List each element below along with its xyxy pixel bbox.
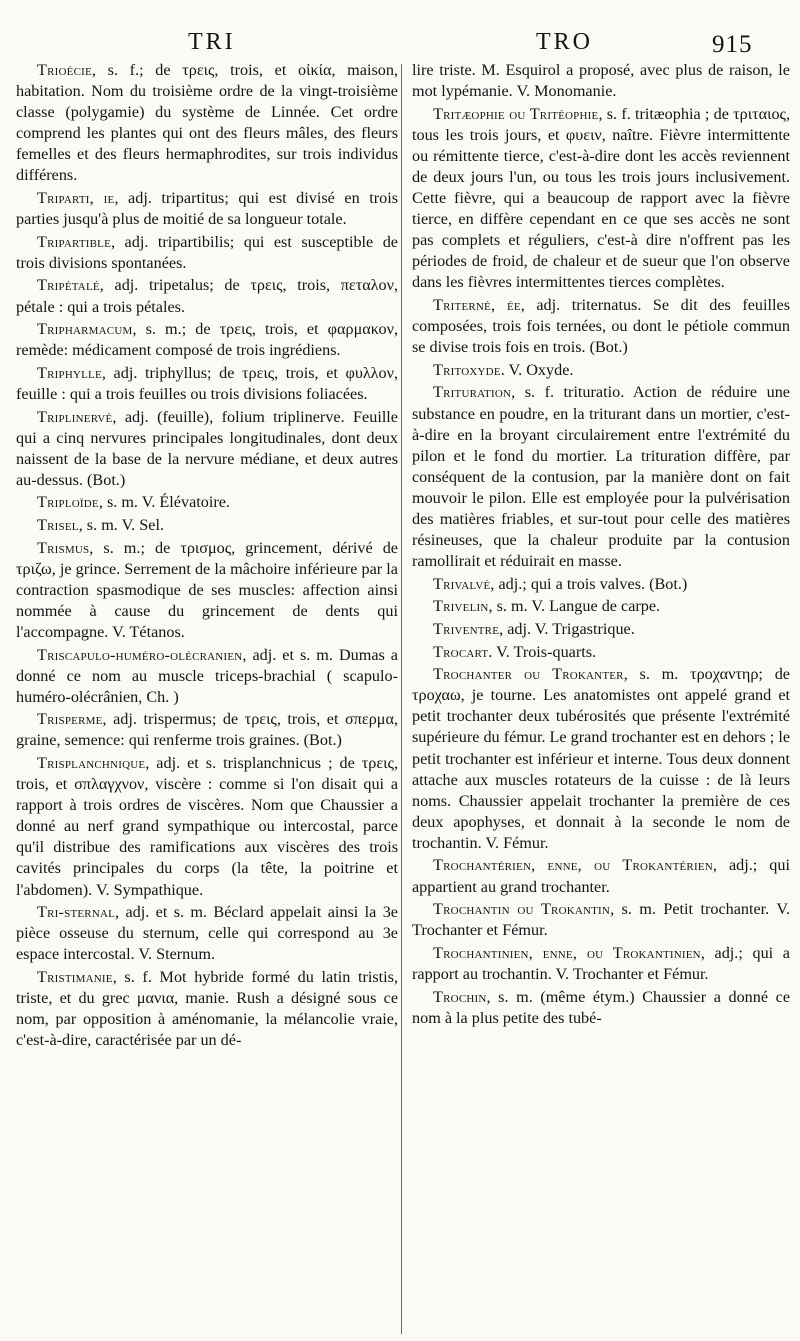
dictionary-entry (16, 709, 398, 751)
entry-headword: Trochantinien, enne, ou Trokantinien (433, 943, 701, 962)
entry-text: , adj. tripartibilis; qui est susceptible de trois divisions spontanées. (16, 232, 398, 272)
running-head-left: TRI (188, 29, 236, 55)
dictionary-entry (16, 492, 398, 513)
dictionary-entry (412, 642, 790, 663)
entry-headword: Tritoxyde (433, 360, 501, 379)
dictionary-entry (16, 319, 398, 361)
column-divider (401, 64, 402, 1334)
entry-headword: Tristimanie (37, 967, 113, 986)
running-head (0, 6, 800, 64)
entry-headword: Triplinervé (37, 407, 113, 426)
entry-text: , adj. tripartitus; qui est divisé en trois parties jusqu'à plus de moitié de sa longueur totale. (16, 189, 399, 229)
entry-text: , adj. tripetalus; de τρεις, trois, πεταλον, pétale : qui a trois pétales. (16, 276, 398, 316)
entry-headword: Triscapulo-huméro-olécranien (37, 645, 243, 664)
entry-headword: Triterné, ée (433, 296, 521, 315)
entry-text: , s. f.; de τρεις, trois, et οἰκία, maison, habitation. Nom du troisième ordre de la vingt-troisième classe (polygamie) du système de Linnée. Cet ordre comprend les plantes qui ont des fleurs mâles, des fleurs femelles et des fleurs hermaphrodites, sur trois individus différens. (16, 61, 398, 185)
dictionary-entry (16, 188, 398, 230)
dictionary-entry (412, 104, 790, 294)
entry-headword: Triparti, ie (37, 189, 115, 208)
dictionary-entry (412, 619, 790, 640)
dictionary-entry (16, 363, 398, 405)
entry-headword: Trochanter ou Trokanter (433, 665, 624, 684)
entry-text: , s. m. V. Élévatoire. (98, 493, 230, 512)
dictionary-entry (412, 574, 790, 595)
entry-text: , s. m. Petit trochanter. V. Trochanter et Fémur. (412, 900, 790, 940)
entry-headword: Trisplanchnique (37, 754, 146, 772)
entry-headword: Tripétalé (37, 276, 100, 295)
entry-text: , s. m. (même étym.) Chaussier a donné ce nom à la plus petite des tubé- (412, 987, 790, 1027)
entry-headword: Tritæophie ou Tritéophie (433, 104, 599, 123)
entry-headword: Trochin (433, 987, 487, 1006)
dictionary-entry (16, 538, 398, 643)
dictionary-entry (16, 232, 398, 274)
entry-text: , adj. et s. m. Béclard appelait ainsi la 3e pièce osseuse du sternum, celle qui correspond au 3e espace intercostal. V. Sternum. (16, 903, 398, 964)
dictionary-entry (412, 664, 790, 854)
entry-text: , s. f. tritæophia ; de τριταιος, tous les trois jours, et φυειν, naître. Fièvre intermittente ou rémittente tierce, c'est-à-dire dont les accès reviennent de deux jours l'un, ou tous les trois jours inclusivement. Cette fièvre, qui a beaucoup de rapport avec la fièvre tierce, en diffère cependant en ce que ses accès ne sont pas complets et réguliers, c'est-à dire n'offrent pas les périodes de froid, de chaleur et de sueur que l'on observe dans les fièvres intermittentes tierces complètes. (412, 104, 790, 292)
dictionary-entry (412, 987, 790, 1029)
dictionary-entry (16, 275, 398, 317)
entry-headword: Trisperme (37, 710, 103, 729)
entry-headword: Trivelin (433, 597, 489, 616)
dictionary-entry (16, 515, 398, 536)
dictionary-entry (412, 360, 790, 381)
dictionary-entry (412, 855, 790, 897)
entry-text: , adj. triternatus. Se dit des feuilles composées, trois fois ternées, ou dont le pétiole commun se divise trois fois en trois. (Bot.) (412, 296, 791, 357)
entry-headword: Triventre (433, 619, 500, 638)
entry-text: , s. m.; de τρεις, trois, et φαρμακον, remède: médicament composé de trois ingrédiens. (16, 320, 398, 360)
entry-headword: Trocart (433, 642, 489, 661)
entry-text: , s. m.; de τρισμος, grincement, dérivé de τριζω, je grince. Serrement de la mâchoire inférieure par la contraction spasmodique de ses muscles: affection ainsi nommée à cause du grincement de dents qui l'accompagne. V. Tétanos. (16, 538, 398, 641)
entry-text: . V. Trois-quarts. (488, 642, 597, 661)
entry-text: , adj. et s. m. Dumas a donné ce nom au muscle triceps-brachial ( scapulo-huméro-olécrânien, Ch. ) (16, 645, 398, 706)
dictionary-entry (412, 596, 790, 617)
right-column (412, 60, 790, 1030)
entry-headword: Trivalvé (433, 574, 491, 593)
entry-text: , adj. V. Trigastrique. (499, 619, 635, 638)
entry-headword: Tri-sternal (37, 903, 116, 922)
running-head-center: TRO (536, 29, 593, 55)
entry-headword: Tripartible (37, 232, 112, 251)
entry-text: , s. m. V. Sel. (78, 515, 165, 534)
entry-text: . V. Oxyde. (500, 360, 574, 379)
dictionary-entry (412, 295, 790, 358)
entry-text: , adj.; qui a trois valves. (Bot.) (490, 574, 688, 593)
dictionary-entry (16, 967, 398, 1051)
entry-text: , adj.; qui appartient au grand trochanter. (412, 856, 790, 896)
dictionary-entry (412, 382, 790, 572)
entry-headword: Trochantérien, enne, ou Trokantérien (433, 856, 713, 875)
page-number: 915 (712, 31, 753, 58)
entry-text: , s. f. Mot hybride formé du latin tristis, triste, et du grec μανια, manie. Rush a désigné sous ce nom, par opposition à aménomanie, la mélancolie vraie, c'est-à-dire, caractérisée par un dé- (16, 967, 398, 1050)
dictionary-entry (16, 902, 398, 965)
dictionary-entry (16, 60, 398, 187)
entry-headword: Trioécie (37, 61, 92, 79)
entry-headword: Triphylle (37, 363, 102, 382)
entry-text: , adj. triphyllus; de τρεις, trois, et φυλλον, feuille : qui a trois feuilles ou trois divisions foliacées. (16, 363, 398, 403)
entry-text: , s. f. trituratio. Action de réduire une substance en poudre, en la triturant dans un mortier, c'est-à-dire en la broyant circulairement entre l'extrémité du pilon et le fond du mortier. La trituration diffère, par conséquent de la contusion, par la manière dont on fait mouvoir le pilon. Elle est employée pour la pulvérisation des matières friables, et sur-tout pour celle des matières résineuses, que la chaleur produite par la contusion ramollirait et réduirait en masse. (412, 383, 790, 571)
entry-text: , adj. trispermus; de τρεις, trois, et σπερμα, graine, semence: qui renferme trois graines. (Bot.) (16, 710, 398, 750)
left-column (16, 60, 398, 1053)
entry-text: , s. m. V. Langue de carpe. (488, 597, 661, 616)
entry-headword: Triploïde (37, 493, 99, 512)
entry-text: , adj.; qui a rapport au trochantin. V. Trochanter et Fémur. (412, 943, 790, 983)
dictionary-entry (16, 753, 398, 901)
dictionary-entry (412, 60, 790, 102)
entry-text: , adj. (feuille), folium triplinerve. Feuille qui a cinq nervures principales longitudinales, dont deux naissent de la base de la nervure médiane, et deux autres au-dessus. (Bot.) (16, 407, 398, 489)
dictionary-entry (412, 943, 790, 985)
entry-headword: Trismus (37, 538, 90, 557)
entry-headword: Trituration (433, 383, 512, 402)
entry-headword: Trochantin ou Trokantin (433, 900, 611, 919)
entry-text: lire triste. M. Esquirol a proposé, avec plus de raison, le mot lypémanie. V. Monomanie. (412, 61, 790, 101)
entry-text: , adj. et s. trisplanchnicus ; de τρεις, trois, et σπλαγχνον, viscère : comme si l'on disait qui a rapport à trois ordres de viscères. Nom que Chaussier a donné au nerf grand sympathique ou intercostal, parce qu'il distribue des ramifications aux viscères des trois cavités principales du corps (la tête, la poitrine et l'abdomen). V. Sympathique. (16, 754, 398, 899)
dictionary-entry (16, 407, 398, 491)
entry-headword: Trisel (37, 515, 79, 534)
entry-text: , s. m. τροχαντηρ; de τροχαω, je tourne. Les anatomistes ont appelé grand et petit trochanter deux tubérosités que présente l'extrémité supérieure du fémur. Le grand trochanter est en dehors ; le petit trochanter est inférieur et interne. Tous deux donnent attache aux muscles rotateurs de la cuisse : de là leurs noms. Chaussier appelait trochanter la première de ces deux apophyses, et donnait à la seconde le nom de trochantin. V. Fémur. (412, 665, 791, 852)
entry-headword: Tripharmacum (37, 320, 133, 339)
dictionary-entry (412, 899, 790, 941)
dictionary-entry (16, 645, 398, 708)
